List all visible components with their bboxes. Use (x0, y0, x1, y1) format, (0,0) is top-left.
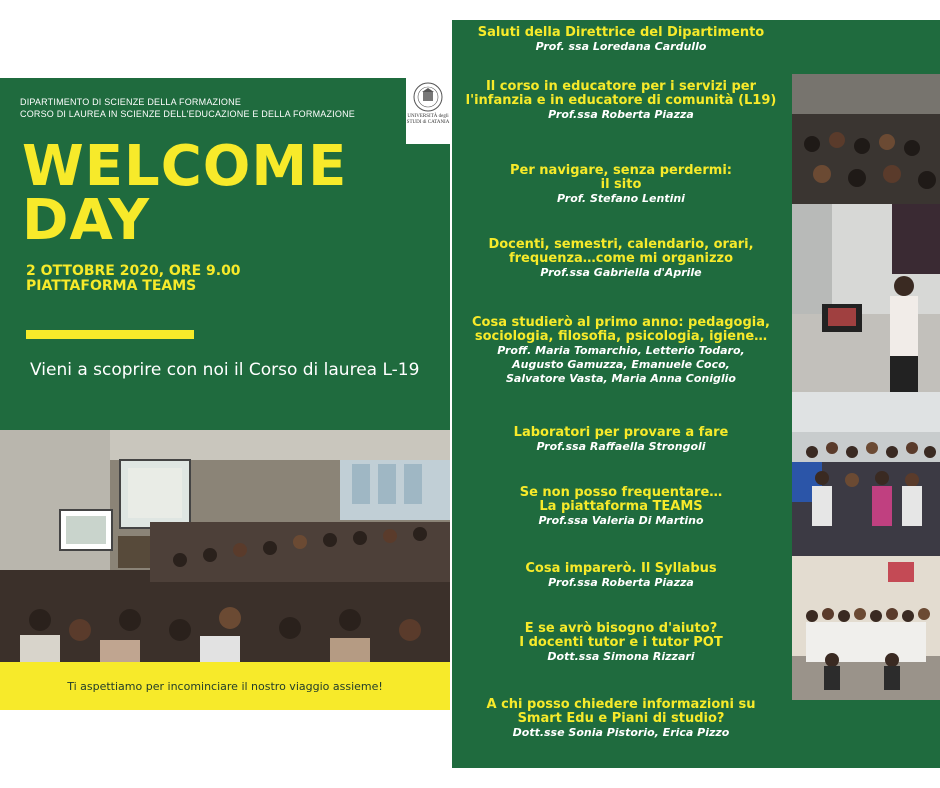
agenda-title: Smart Edu e Piani di studio? (517, 711, 725, 726)
agenda-speaker: Dott.ssa Simona Rizzari (547, 650, 695, 663)
agenda-speaker: Augusto Gamuzza, Emanuele Coco, (512, 358, 730, 371)
course-name: CORSO DI LAUREA IN SCIENZE DELL'EDUCAZIONE E DELLA FORMAZIONE (20, 109, 355, 119)
agenda-title: Cosa imparerò. Il Syllabus (525, 561, 717, 576)
side-photo-group (792, 392, 940, 556)
agenda-item (452, 486, 790, 528)
agenda-speaker: Dott.sse Sonia Pistorio, Erica Pizzo (512, 726, 730, 739)
agenda-item (452, 698, 790, 740)
agenda-title: Se non posso frequentare… (519, 485, 723, 500)
title-welcome: WELCOME (22, 134, 348, 199)
agenda-title: Il corso in educatore per i servizi per (485, 79, 757, 94)
event-title (22, 134, 348, 253)
footer-banner (0, 662, 450, 710)
agenda-title: l'infanzia e in educatore di comunità (L19) (465, 93, 777, 108)
side-photo-team (792, 556, 940, 700)
agenda-title: Laboratori per provare a fare (513, 425, 729, 440)
footer-text: Ti aspettiamo per incominciare il nostro viaggio assieme! (67, 679, 383, 693)
department-name: DIPARTIMENTO DI SCIENZE DELLA FORMAZIONE (20, 97, 242, 107)
agenda-item (452, 562, 790, 590)
side-photo-audience (792, 74, 940, 204)
agenda-speaker: Prof.ssa Valeria Di Martino (538, 514, 704, 527)
agenda-item (452, 238, 790, 280)
agenda-title: A chi posso chiedere informazioni su (486, 697, 756, 712)
agenda-speaker: Prof.ssa Raffaella Strongoli (536, 440, 706, 453)
agenda-speaker: Prof. Stefano Lentini (557, 192, 685, 205)
classroom-photo (0, 430, 450, 662)
event-date: 2 OTTOBRE 2020, ORE 9.00 (26, 263, 241, 279)
agenda-item (452, 80, 790, 122)
agenda-title: sociologia, filosofia, psicologia, igiene… (474, 329, 768, 344)
agenda-item (452, 26, 790, 54)
event-info (26, 264, 241, 294)
agenda-speaker: Prof.ssa Gabriella d'Aprile (540, 266, 702, 279)
agenda-speaker: Proff. Maria Tomarchio, Letterio Todaro, (497, 344, 745, 357)
agenda-speaker: Prof.ssa Roberta Piazza (548, 576, 694, 589)
university-logo (406, 78, 450, 144)
agenda-title: Docenti, semestri, calendario, orari, (488, 237, 754, 252)
title-day: DAY (22, 188, 151, 253)
agenda-speaker: Salvatore Vasta, Maria Anna Coniglio (505, 372, 736, 385)
classroom-image (0, 430, 450, 662)
agenda-item (452, 622, 790, 664)
university-seal-icon (413, 82, 443, 112)
audience-image (792, 74, 940, 204)
agenda-title: Cosa studierò al primo anno: pedagogia, (472, 315, 770, 330)
agenda-title: E se avrò bisogno d'aiuto? (524, 621, 718, 636)
agenda-panel (452, 20, 940, 768)
agenda-title: La piattaforma TEAMS (539, 499, 703, 514)
agenda-title: il sito (600, 177, 642, 192)
agenda-item (452, 426, 790, 454)
team-photo-image (792, 556, 940, 700)
tagline: Vieni a scoprire con noi il Corso di laurea L-19 (30, 360, 420, 380)
agenda-title: Per navigare, senza perdermi: (510, 163, 732, 178)
agenda-speaker: Prof.ssa Roberta Piazza (548, 108, 694, 121)
accent-bar (26, 330, 194, 339)
agenda-item (452, 164, 790, 206)
agenda-title: I docenti tutor e i tutor POT (519, 635, 723, 650)
agenda-title: Saluti della Direttrice del Dipartimento (477, 25, 765, 40)
agenda-list (452, 20, 790, 768)
agenda-speaker: Prof. ssa Loredana Cardullo (535, 40, 707, 53)
side-photo-speaker (792, 204, 940, 392)
department-heading (20, 96, 355, 120)
agenda-item (452, 316, 790, 386)
agenda-title: frequenza…come mi organizzo (508, 251, 734, 266)
group-photo-image (792, 392, 940, 556)
event-platform: PIATTAFORMA TEAMS (26, 278, 197, 294)
logo-text: UNIVERSITÀ degli STUDI di CATANIA (406, 114, 450, 125)
flyer-header (0, 78, 450, 430)
speaker-image (792, 204, 940, 392)
